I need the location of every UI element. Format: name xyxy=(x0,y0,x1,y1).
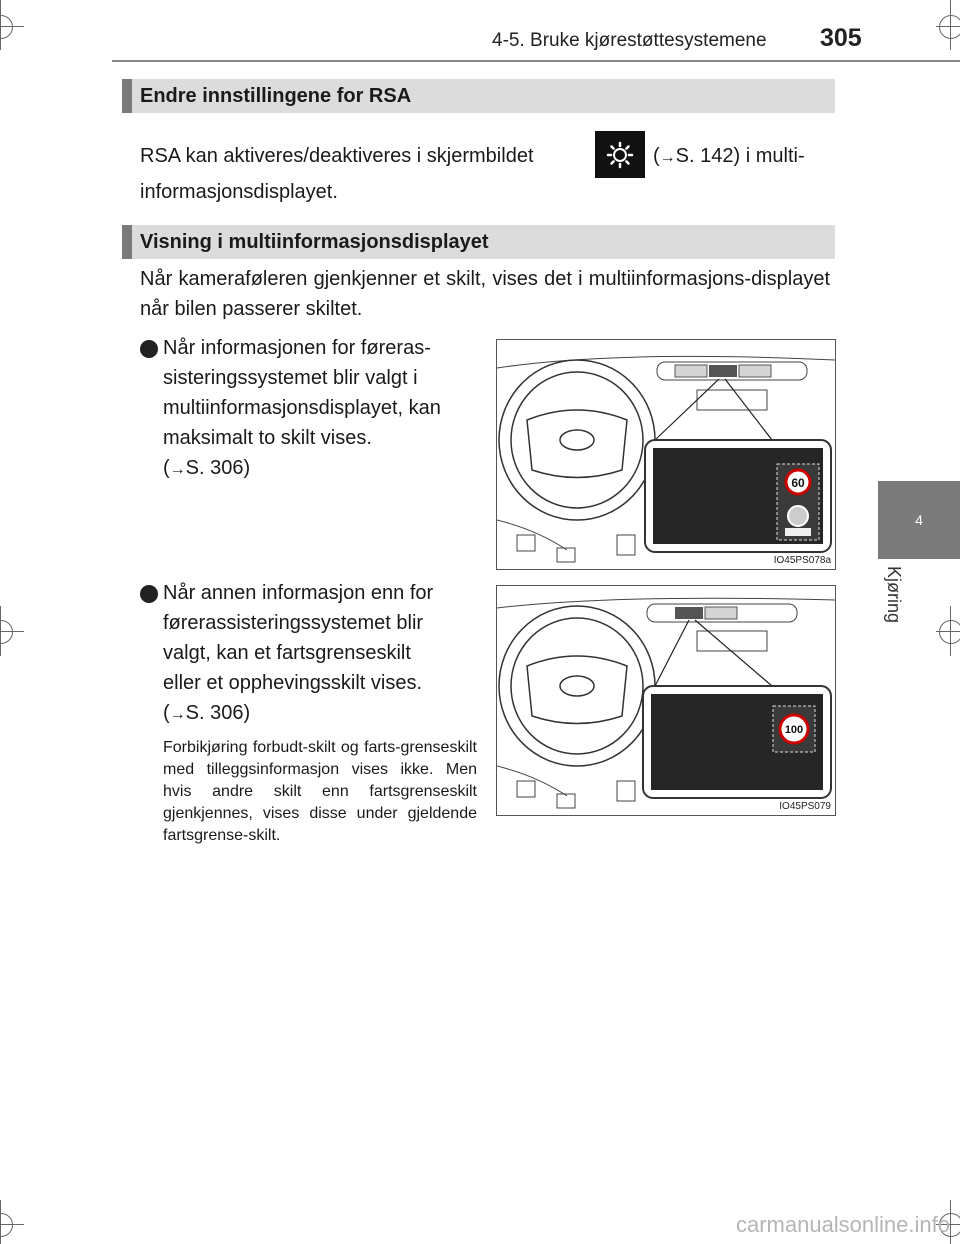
right-arrow-icon: → xyxy=(169,706,186,723)
right-arrow-icon: → xyxy=(169,461,186,478)
chapter-tab-label: Kjøring xyxy=(884,566,904,624)
watermark: carmanualsonline.info xyxy=(735,1212,950,1237)
bullet1-text: Når informasjonen for føreras- sisteringssystemet blir valgt i multiinformasjonsdisplayet, kan maksimalt to skilt vises. (→S. 306) xyxy=(163,337,441,479)
section2-intro: Når kameraføleren gjenkjenner et skilt, vises det i multiinformasjons-displayet når bilen passerer skiltet. xyxy=(140,268,830,320)
page-number: 305 xyxy=(820,24,862,52)
illustration-dashboard-speed-sign xyxy=(496,585,836,816)
bullet2-text: Når annen informasjon enn for førerassisteringssystemet blir valgt, kan et fartsgrenseskilt eller et opphevingsskilt vises. (→S. 306) xyxy=(163,582,434,724)
figure-code: IO45PS078a xyxy=(773,555,831,566)
figure-code: IO45PS079 xyxy=(779,801,831,812)
chapter-tab[interactable] xyxy=(878,481,960,559)
section1-text-line2: informasjonsdisplayet. xyxy=(140,181,338,203)
settings-gear-icon xyxy=(605,140,635,170)
note-text: Forbikjøring forbudt-skilt og farts-grenseskilt med tilleggsinformasjon vises ikke. Men hvis andre skilt enn fartsgrenseskilt gjenkjennes, vises disse under gjeldende fartsgrense-skilt. xyxy=(163,739,477,844)
settings-screen-button xyxy=(595,131,645,178)
section-heading-rsa-settings: Endre innstillingene for RSA xyxy=(122,79,835,113)
header-section-title: 4-5. Bruke kjørestøttesystemene xyxy=(492,30,767,51)
section1-ref: (→S. 142) i multi- xyxy=(653,145,805,167)
illustration-dashboard-two-signs xyxy=(496,339,836,570)
svg-text:60: 60 xyxy=(791,476,805,490)
right-arrow-icon: → xyxy=(659,149,676,166)
section-heading-display: Visning i multiinformasjonsdisplayet xyxy=(122,225,835,259)
chapter-tab-number: 4 xyxy=(915,512,923,528)
section1-text-line1: RSA kan aktiveres/deaktiveres i skjermbildet xyxy=(140,145,534,167)
bullet-icon xyxy=(140,340,158,358)
header-divider xyxy=(112,60,960,62)
svg-text:100: 100 xyxy=(784,724,804,736)
bullet-icon xyxy=(140,585,158,603)
